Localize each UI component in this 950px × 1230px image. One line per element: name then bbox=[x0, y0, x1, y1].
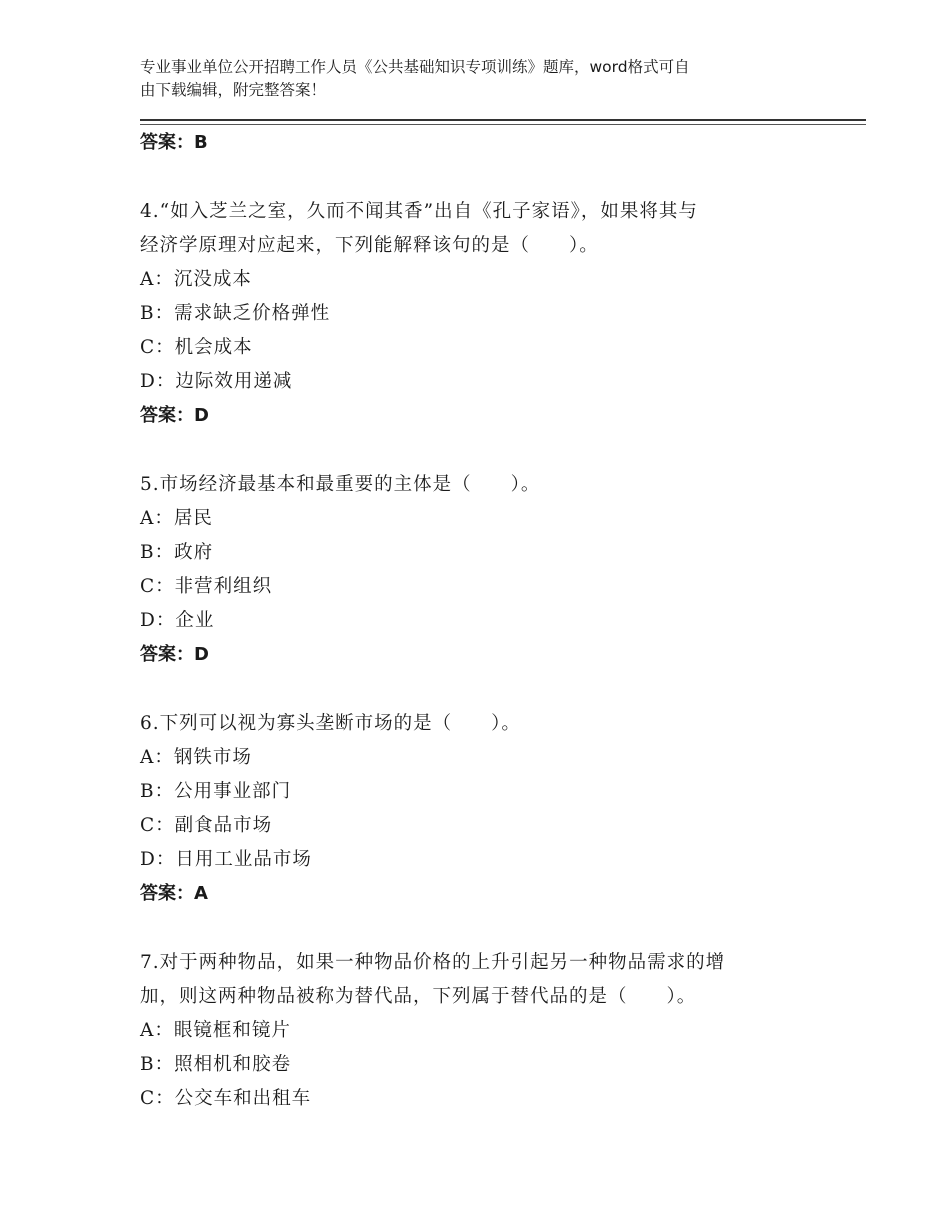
question-4-option-a: A：沉没成本 bbox=[140, 269, 252, 290]
question-5-option-c: C：非营利组织 bbox=[140, 576, 273, 597]
previous-answer: 答案：B bbox=[140, 132, 208, 153]
question-4-option-c: C：机会成本 bbox=[140, 337, 253, 358]
question-4-answer: 答案：D bbox=[140, 405, 209, 426]
question-4-option-b: B：需求缺乏价格弹性 bbox=[140, 303, 331, 324]
question-6-option-b: B：公用事业部门 bbox=[140, 781, 292, 802]
question-7-option-b: B：照相机和胶卷 bbox=[140, 1054, 292, 1075]
question-6-text bbox=[140, 707, 800, 741]
question-5-line-1: 5.市场经济最基本和最重要的主体是（ ）。 bbox=[140, 474, 541, 495]
question-7-text bbox=[140, 946, 800, 1014]
question-6-answer: 答案：A bbox=[140, 883, 208, 904]
question-6-option-a: A：钢铁市场 bbox=[140, 747, 252, 768]
header-rule-thick bbox=[140, 119, 866, 121]
question-7-option-c: C：公交车和出租车 bbox=[140, 1088, 312, 1109]
question-5-answer: 答案：D bbox=[140, 644, 209, 665]
question-6-line-1: 6.下列可以视为寡头垄断市场的是（ ）。 bbox=[140, 713, 521, 734]
question-4-option-d: D：边际效用递减 bbox=[140, 371, 293, 392]
question-6-option-c: C：副食品市场 bbox=[140, 815, 273, 836]
question-5-text bbox=[140, 468, 800, 502]
page-header bbox=[140, 56, 820, 102]
question-5-option-b: B：政府 bbox=[140, 542, 214, 563]
question-4-text bbox=[140, 195, 800, 263]
question-5-option-d: D：企业 bbox=[140, 610, 215, 631]
question-5-option-a: A：居民 bbox=[140, 508, 213, 529]
question-7-line-1: 7.对于两种物品，如果一种物品价格的上升引起另一种物品需求的增 bbox=[140, 952, 726, 973]
header-line-1: 专业事业单位公开招聘工作人员《公共基础知识专项训练》题库，word格式可自 bbox=[140, 58, 690, 76]
header-rule-thin bbox=[140, 124, 866, 125]
question-7-line-2: 加，则这两种物品被称为替代品，下列属于替代品的是（ ）。 bbox=[140, 986, 697, 1007]
question-4-line-2: 经济学原理对应起来，下列能解释该句的是（ ）。 bbox=[140, 235, 599, 256]
header-line-2: 由下载编辑，附完整答案！ bbox=[140, 81, 327, 99]
question-4-line-1: 4.“如入芝兰之室，久而不闻其香”出自《孔子家语》，如果将其与 bbox=[140, 201, 698, 222]
question-7-option-a: A：眼镜框和镜片 bbox=[140, 1020, 291, 1041]
question-6-option-d: D：日用工业品市场 bbox=[140, 849, 312, 870]
